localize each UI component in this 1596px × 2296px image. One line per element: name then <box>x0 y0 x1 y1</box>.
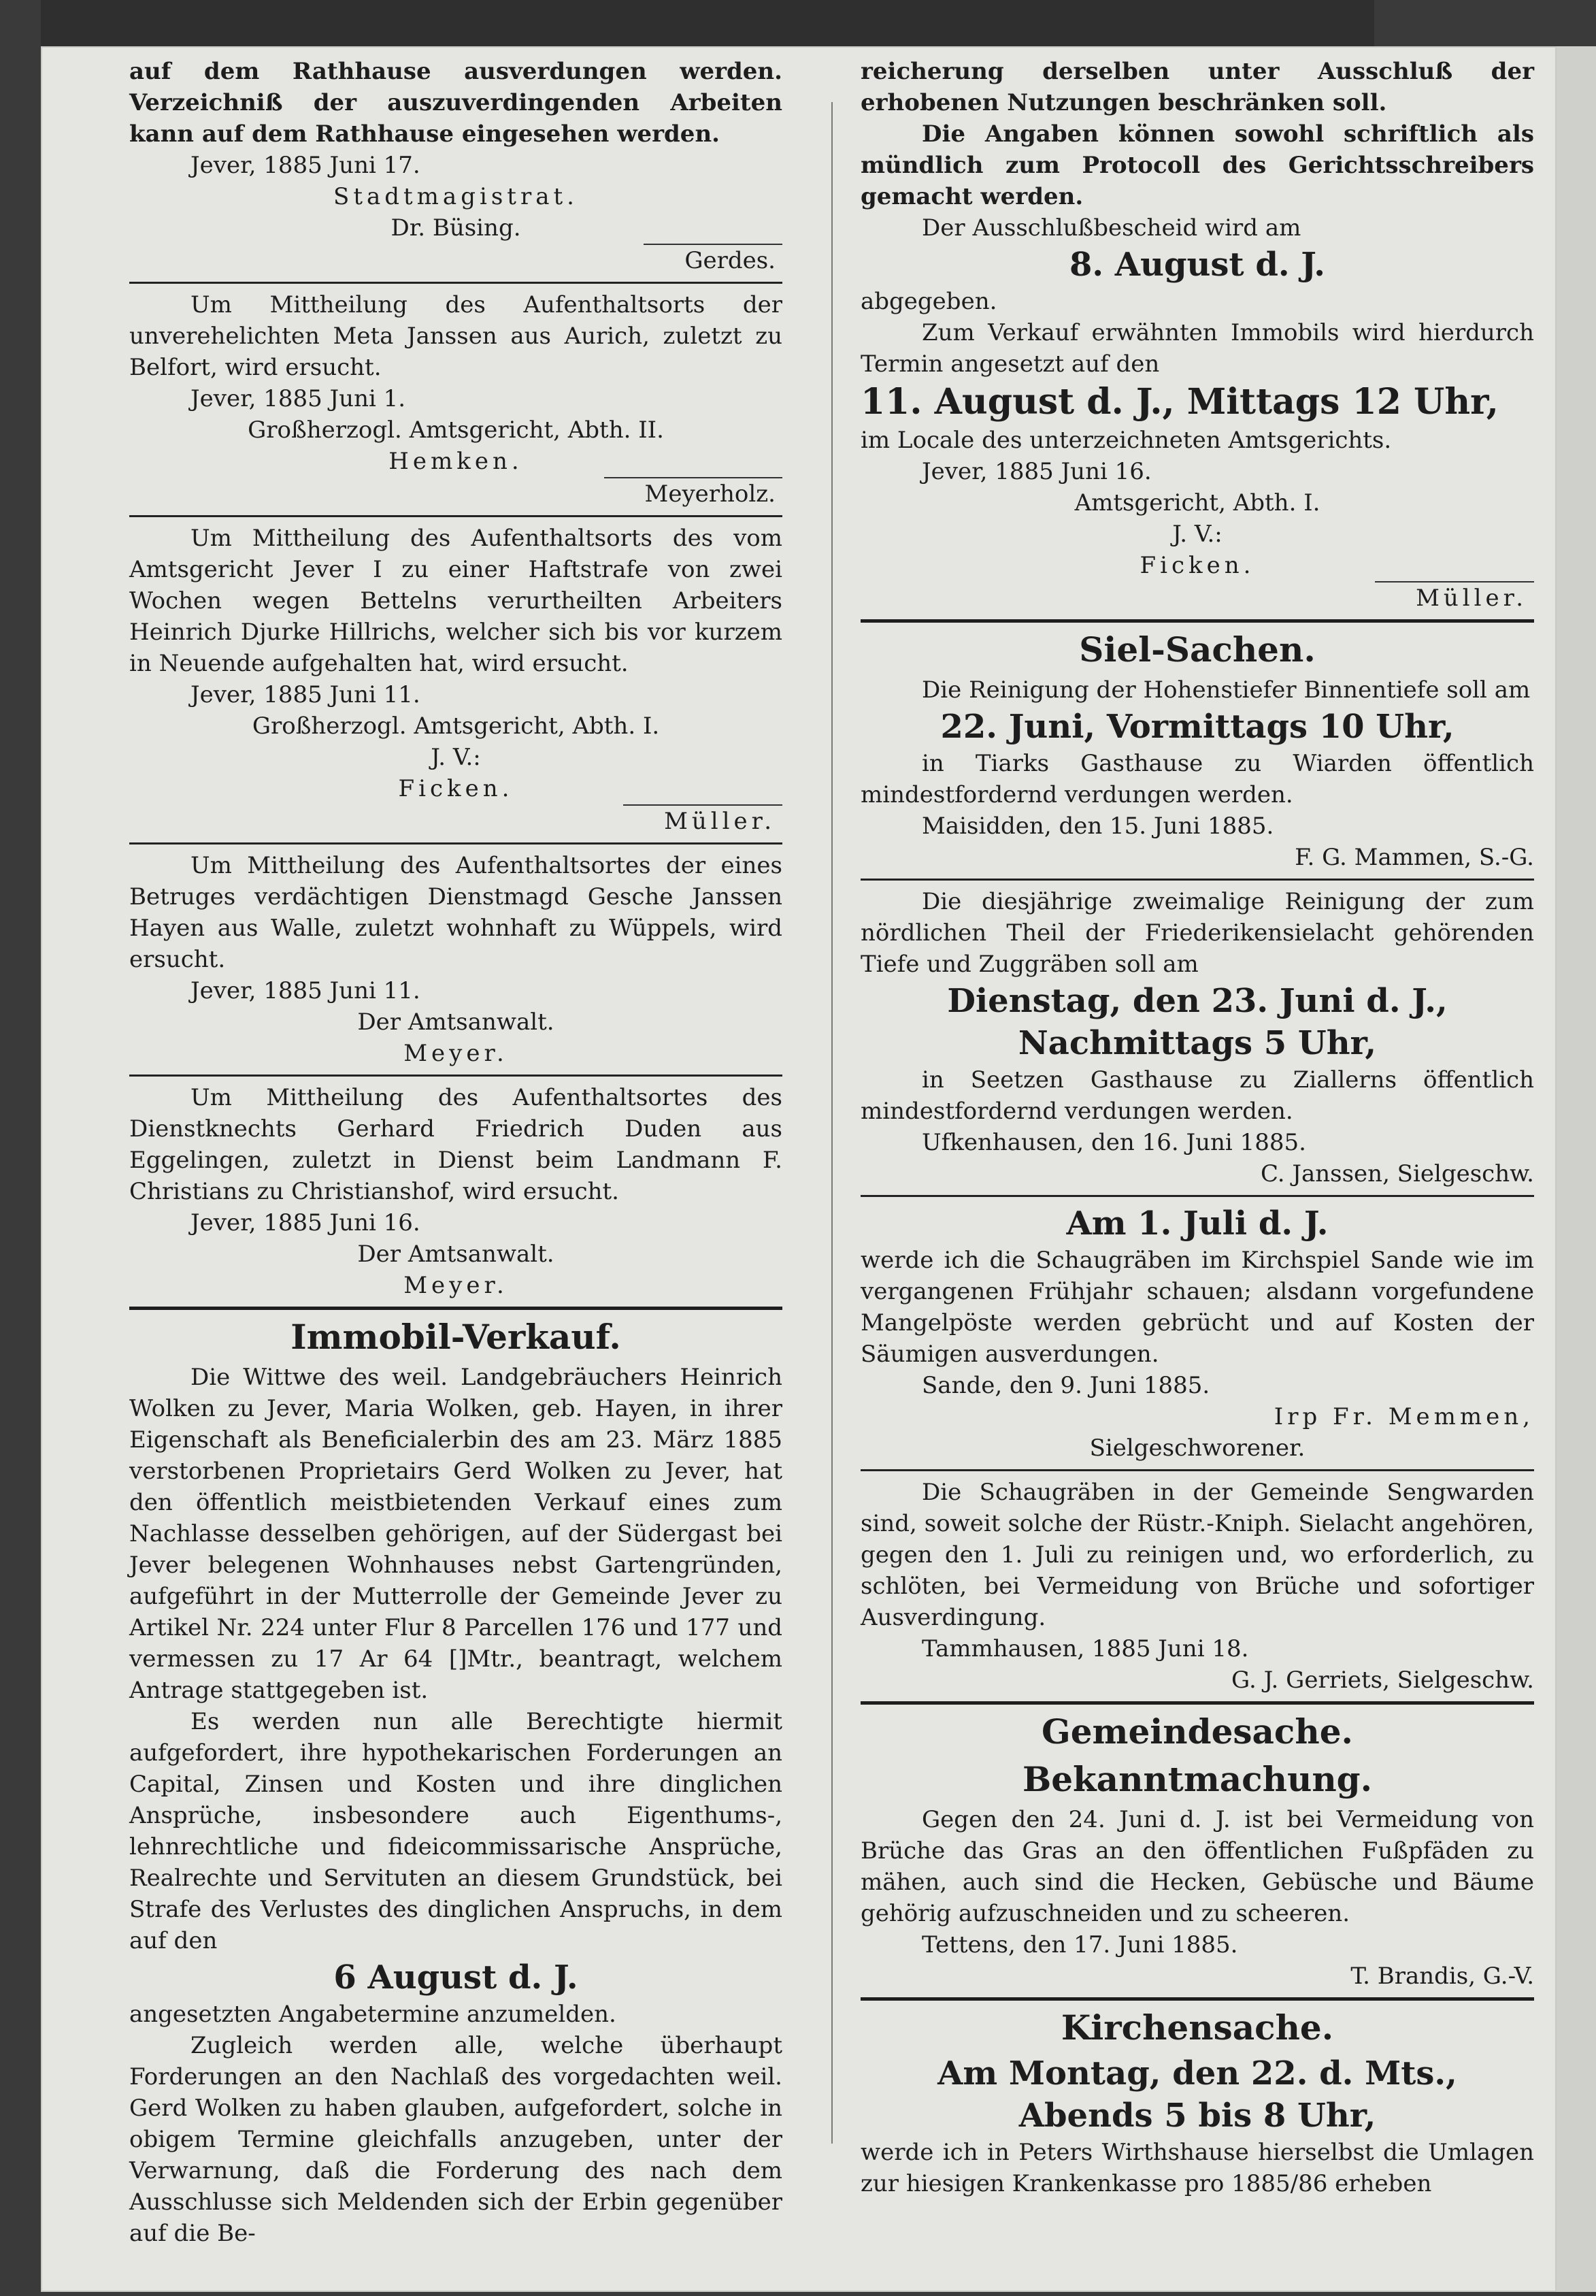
notice-text: Die diesjährige zweimalige Reinigung der zum nördlichen Theil der Friederikensielacht gehörenden Tiefe und Zuggräben soll am <box>861 888 1534 978</box>
notice-name: T. Brandis, G.-V. <box>1350 1963 1534 1990</box>
notice-text: reicherung derselben unter Ausschluß der erhobenen Nutzungen beschränken soll. <box>861 58 1534 116</box>
separator <box>861 879 1534 881</box>
notice-text: Die Wittwe des weil. Landgebräuchers Heinrich Wolken zu Jever, Maria Wolken, geb. Hayen, in ihrer Eigenschaft als Beneficialerbin des am 23. März 1885 verstorbenen Proprietairs Gerd Wolken zu Jever, hat den öffentlich meistbietenden Verkauf eines zum Nachlasse desselben gehörigen, auf der Südergast bei Jever belegenen Wohnhauses nebst Gartengründen, aufgeführt in der Mutterrolle der Gemeinde Jever zu Artikel Nr. 224 unter Flur 8 Parcellen 176 und 177 und vermessen zu 17 Ar 64 []Mtr., beantragt, welchem Antrage stattgegeben ist. <box>129 1364 782 1704</box>
separator <box>861 1469 1534 1471</box>
notice-signature: Gerdes. <box>129 244 782 276</box>
notice-date-highlight: Am 1. Juli d. J. <box>1066 1204 1329 1243</box>
notice-date: Jever, 1885 Juni 16. <box>190 1209 420 1236</box>
notice-name: Meyer. <box>403 1040 508 1067</box>
notice-duden <box>129 1082 782 1301</box>
separator <box>861 619 1534 623</box>
notice-date-highlight: Am Montag, den 22. d. Mts., <box>937 2054 1457 2093</box>
notice-janssen <box>129 289 782 510</box>
notice-name: G. J. Gerriets, Sielgeschw. <box>1231 1667 1534 1694</box>
notice-place: Tammhausen, 1885 Juni 18. <box>922 1635 1249 1662</box>
notice-place: Ufkenhausen, den 16. Juni 1885. <box>922 1129 1306 1156</box>
notice-immobil-continued <box>861 56 1534 614</box>
notice-signature: Meyerholz. <box>129 477 782 510</box>
notice-authority: Stadtmagistrat. <box>333 183 578 210</box>
notice-text: im Locale des unterzeichneten Amtsgerichts. <box>861 427 1392 454</box>
notice-gemeindesache <box>861 1710 1534 1992</box>
separator <box>129 1307 782 1310</box>
notice-date-highlight: Abends 5 bis 8 Uhr, <box>1018 2097 1376 2135</box>
notice-friederikensiel <box>861 886 1534 1190</box>
notice-text: Um Mittheilung des Aufenthaltsorts der unverehelichten Meta Janssen aus Aurich, zuletzt zu Belfort, wird ersucht. <box>129 291 782 381</box>
notice-immobil <box>129 1315 782 2249</box>
notice-name: Meyer. <box>403 1272 508 1299</box>
notice-signature: Müller. <box>129 804 782 837</box>
notice-text: Zugleich werden alle, welche überhaupt Forderungen an den Nachlaß des vorgedachten weil. Gerd Wolken zu haben glauben, aufgefordert, solche in obigem Termine gleichfalls anzugeben, unter der Verwarnung, daß die Forderung des nach dem Ausschlusse sich Meldenden sich der Erbin gegenüber auf die Be- <box>129 2032 782 2247</box>
notice-schaugraeben-sande <box>861 1202 1534 1464</box>
notice-name: C. Janssen, Sielgeschw. <box>1260 1160 1534 1187</box>
section-heading: Kirchensache. <box>1061 2007 1334 2048</box>
notice-date-highlight: 22. Juni, Vormittags 10 Uhr, <box>940 708 1454 746</box>
notice-authority: Amtsgericht, Abth. I. <box>1074 489 1320 516</box>
notice-signature: Müller. <box>861 581 1534 614</box>
notice-text: Um Mittheilung des Aufenthaltsortes der eines Betruges verdächtigen Dienstmagd Gesche Janssen Hayen aus Walle, zuletzt wohnhaft zu Wüppels, wird ersucht. <box>129 852 782 973</box>
notice-authority: Der Amtsanwalt. <box>357 1241 554 1268</box>
notice-place: Maisidden, den 15. Juni 1885. <box>922 813 1274 840</box>
separator <box>861 1997 1534 2001</box>
notice-date-highlight: 8. August d. J. <box>1069 246 1325 284</box>
section-subheading: Bekanntmachung. <box>1022 1759 1373 1799</box>
notice-sengwarden <box>861 1477 1534 1696</box>
notice-role: Sielgeschworener. <box>1089 1434 1306 1462</box>
notice-text: Es werden nun alle Berechtigte hiermit aufgefordert, ihre hypothekarischen Forderungen an Capital, Zinsen und Kosten und ihre dinglichen Ansprüche, insbesondere auch Eigenthums-, lehnrechtliche und fideicommissarische Ansprüche, Realrechte und Servituten an diesem Grundstück, bei Strafe des Verlustes des dinglichen Anspruchs, in dem auf den <box>129 1708 782 1954</box>
right-column <box>861 56 1534 2201</box>
notice-text: Um Mittheilung des Aufenthaltsorts des vom Amtsgericht Jever I zu einer Haftstrafe von zwei Wochen wegen Bettelns verurtheilten Arbeiters Heinrich Djurke Hillrichs, welcher sich bis vor kurzem in Neuende aufgehalten hat, wird ersucht. <box>129 525 782 677</box>
section-heading: Siel-Sachen. <box>1079 629 1316 670</box>
notice-name: Ficken. <box>398 775 514 802</box>
notice-text: Zum Verkauf erwähnten Immobils wird hierdurch Termin angesetzt auf den <box>861 319 1534 378</box>
notice-hayen <box>129 850 782 1069</box>
notice-text: auf dem Rathhause ausverdungen werden. Verzeichniß der auszuverdingenden Arbeiten kann auf dem Rathhause eingesehen werden. <box>129 58 782 148</box>
notice-place: Tettens, den 17. Juni 1885. <box>922 1931 1238 1958</box>
notice-date-highlight: Dienstag, den 23. Juni d. J., <box>947 982 1448 1020</box>
separator <box>861 1195 1534 1197</box>
notice-date: Jever, 1885 Juni 1. <box>190 385 406 412</box>
section-heading: Gemeindesache. <box>1042 1711 1353 1752</box>
separator <box>129 1075 782 1077</box>
notice-rathhaus <box>129 56 782 276</box>
notice-jv: J. V.: <box>1172 521 1223 548</box>
notice-text: in Tiarks Gasthause zu Wiarden öffentlich mindestfordernd verdungen werden. <box>861 750 1534 808</box>
notice-date: Jever, 1885 Juni 11. <box>190 681 420 708</box>
notice-siel-sachen <box>861 628 1534 873</box>
notice-text: Die Reinigung der Hohenstiefer Binnentiefe soll am <box>922 676 1531 704</box>
notice-authority: Der Amtsanwalt. <box>357 1008 554 1036</box>
notice-hillrichs <box>129 523 782 837</box>
notice-date: Jever, 1885 Juni 16. <box>922 458 1152 485</box>
notice-name: F. G. Mammen, S.-G. <box>1295 844 1534 871</box>
left-column <box>129 56 782 2250</box>
notice-text: abgegeben. <box>861 288 997 315</box>
notice-authority: Großherzogl. Amtsgericht, Abth. II. <box>248 416 664 444</box>
notice-jv: J. V.: <box>431 744 481 771</box>
notice-text: Die Angaben können sowohl schriftlich als mündlich zum Protocoll des Gerichtsschreibers gemacht werden. <box>861 120 1534 210</box>
column-divider <box>831 102 833 2144</box>
separator <box>129 282 782 284</box>
notice-text: Der Ausschlußbescheid wird am <box>922 214 1301 242</box>
scan-top-border <box>41 0 1374 46</box>
separator <box>861 1701 1534 1705</box>
notice-date-highlight: 11. August d. J., Mittags 12 Uhr, <box>861 381 1499 423</box>
notice-date-highlight: 6 August d. J. <box>333 1958 578 1997</box>
notice-authority: Großherzogl. Amtsgericht, Abth. I. <box>252 712 660 740</box>
notice-text: angesetzten Angabetermine anzumelden. <box>129 2001 616 2028</box>
notice-text: werde ich die Schaugräben im Kirchspiel Sande wie im vergangenen Frühjahr schauen; alsdann vorgefundene Mangelpöste werden gebrücht und auf Kosten der Säumigen ausverdungen. <box>861 1247 1534 1368</box>
notice-text: Gegen den 24. Juni d. J. ist bei Vermeidung von Brüche das Gras an den öffentlichen Fußpfäden zu mähen, auch sind die Hecken, Gebüsche und Bäume gehörig aufzuschneiden und zu scheeren. <box>861 1806 1534 1927</box>
scan-right-border <box>1557 46 1596 2292</box>
separator <box>129 515 782 517</box>
notice-name: Dr. Büsing. <box>390 214 521 242</box>
notice-date: Jever, 1885 Juni 17. <box>190 152 420 179</box>
section-heading: Immobil-Verkauf. <box>290 1317 621 1357</box>
notice-text: Die Schaugräben in der Gemeinde Sengwarden sind, soweit solche der Rüstr.-Kniph. Sielacht angehören, gegen den 1. Juli zu reinigen und, wo erforderlich, zu schlöten, bei Vermeidung von Brüche und sofortiger Ausverdingung. <box>861 1479 1534 1631</box>
notice-name: Irp Fr. Memmen, <box>1274 1403 1534 1430</box>
notice-text: in Seetzen Gasthause zu Ziallerns öffentlich mindestfordernd verdungen werden. <box>861 1066 1534 1125</box>
notice-name: Ficken. <box>1140 552 1255 579</box>
notice-date-highlight: Nachmittags 5 Uhr, <box>1018 1024 1377 1062</box>
notice-name: Hemken. <box>388 448 523 475</box>
notice-date: Jever, 1885 Juni 11. <box>190 977 420 1004</box>
notice-text: Um Mittheilung des Aufenthaltsortes des Dienstknechts Gerhard Friedrich Duden aus Eggelingen, zuletzt in Dienst beim Landmann F. Christians zu Christianshof, wird ersucht. <box>129 1084 782 1205</box>
separator <box>129 842 782 844</box>
notice-kirchensache <box>861 2006 1534 2199</box>
notice-place: Sande, den 9. Juni 1885. <box>922 1372 1210 1399</box>
notice-text: werde ich in Peters Wirthshause hierselbst die Umlagen zur hiesigen Krankenkasse pro 1885/86 erheben <box>861 2139 1534 2197</box>
